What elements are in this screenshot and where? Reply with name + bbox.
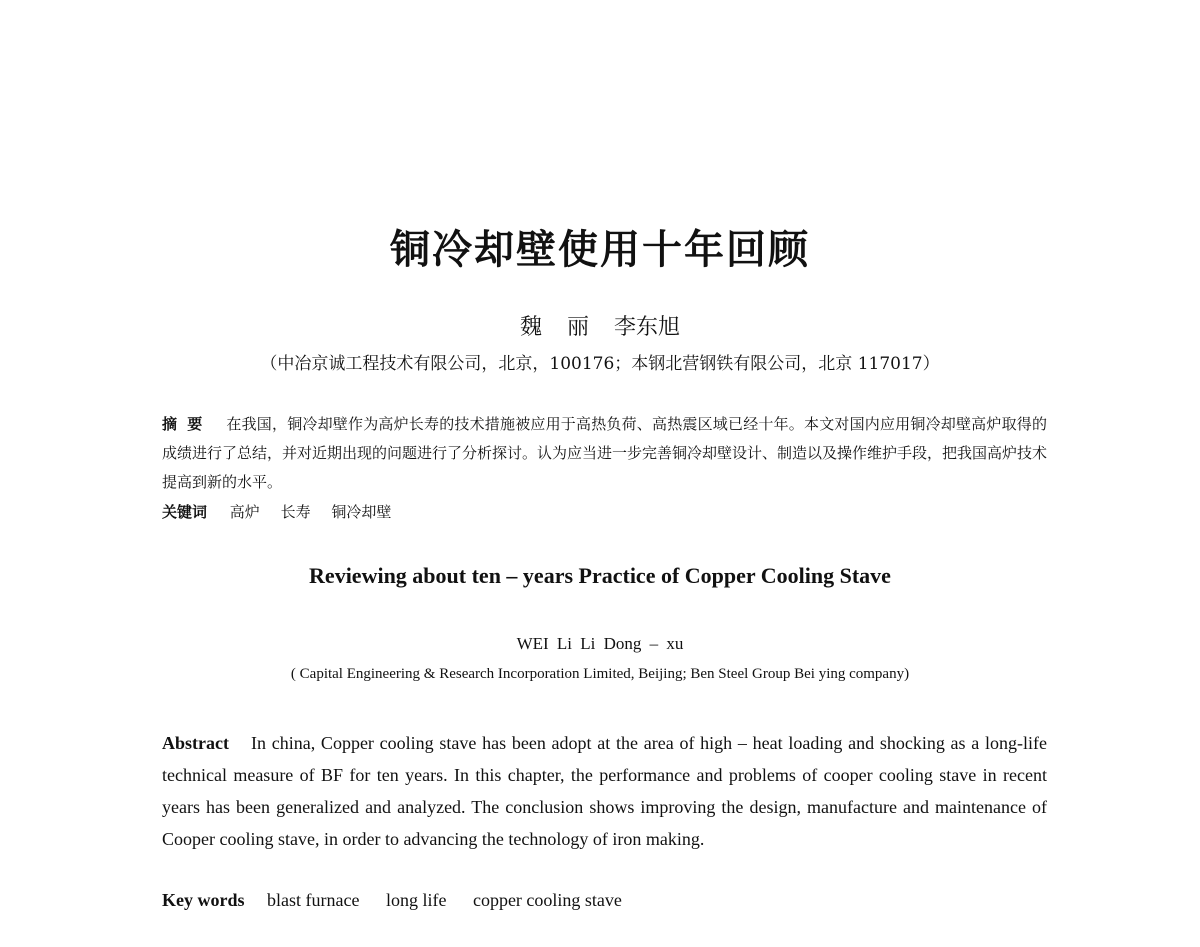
- english-abstract: [162, 727, 1047, 855]
- english-keyword: copper cooling stave: [472, 890, 622, 910]
- english-authors: WEI Li Li Dong – xu: [516, 634, 684, 653]
- english-keyword: blast furnace: [267, 890, 360, 910]
- english-abstract-label: Abstract: [162, 733, 229, 753]
- chinese-keywords: [162, 500, 1047, 524]
- english-keywords-label: Key words: [162, 890, 245, 910]
- english-keywords: [162, 886, 1047, 914]
- english-affiliation: ( Capital Engineering & Research Incorporation Limited, Beijing; Ben Steel Group Bei ying company): [290, 666, 910, 682]
- chinese-keyword: 长寿: [280, 503, 311, 521]
- chinese-keywords-label: 关键词: [162, 503, 208, 521]
- chinese-abstract: [162, 410, 1047, 497]
- chinese-keyword: 高炉: [229, 503, 260, 521]
- english-keyword: long life: [385, 890, 447, 910]
- chinese-affiliation: （中冶京诚工程技术有限公司，北京，100176；本钢北营钢铁有限公司，北京 117017）: [260, 354, 940, 374]
- chinese-authors: 魏 丽 李东旭: [520, 315, 680, 340]
- chinese-title: 铜冷却壁使用十年回顾: [390, 227, 810, 273]
- chinese-keyword: 铜冷却壁: [331, 503, 392, 521]
- chinese-abstract-text: 在我国，铜冷却壁作为高炉长寿的技术措施被应用于高热负荷、高热震区域已经十年。本文对国内应用铜冷却壁高炉取得的成绩进行了总结，并对近期出现的问题进行了分析探讨。认为应当进一步完善铜冷却壁设计、制造以及操作维护手段，把我国高炉技术提高到新的水平。: [162, 415, 1048, 491]
- english-title: Reviewing about ten – years Practice of Copper Cooling Stave: [309, 563, 891, 588]
- chinese-abstract-label: 摘要: [162, 415, 213, 433]
- english-abstract-text: In china, Copper cooling stave has been adopt at the area of high – heat loading and shocking as a long-life technical measure of BF for ten years. In this chapter, the performance and problems of cooper cooling stave in recent years has been generalized and analyzed. The conclusion shows improving the design, manufacture and maintenance of Cooper cooling stave, in order to advancing the technology of iron making.: [162, 733, 1047, 849]
